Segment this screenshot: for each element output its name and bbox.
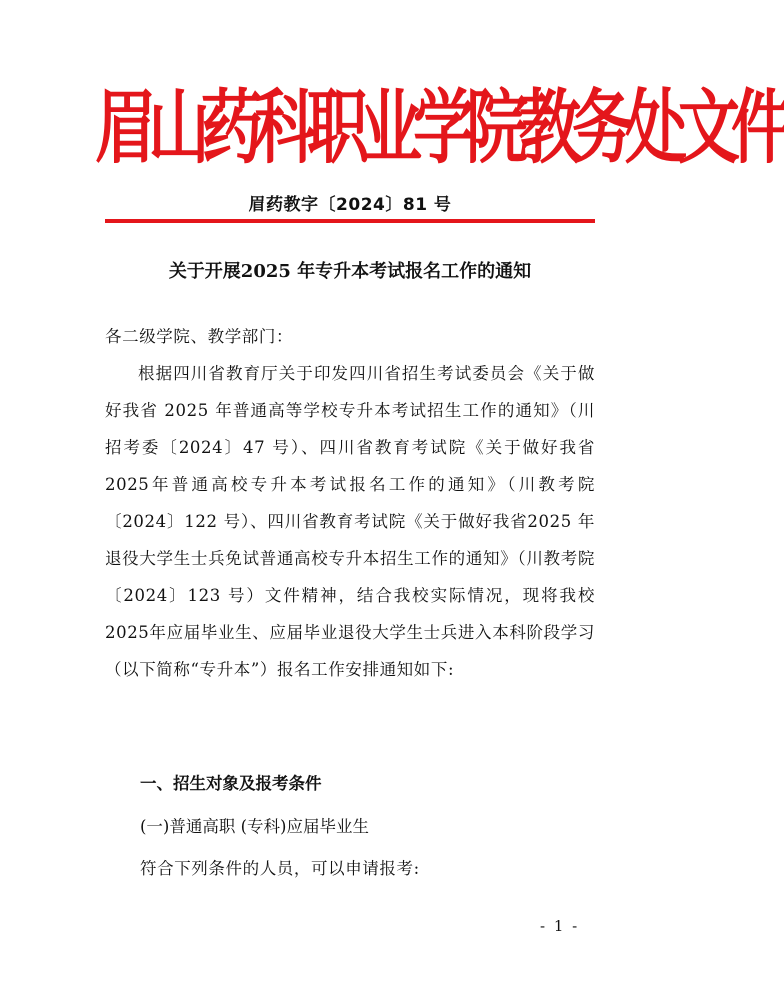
document-number: 眉药教字〔2024〕81 号 [248,195,452,215]
header-divider [105,219,595,223]
document-masthead: 眉山药科职业学院教务处文件 [95,79,784,175]
subsection-heading: (一)普通高职 (专科)应届毕业生 [140,817,369,836]
document-body [105,318,595,688]
page-number: - 1 - [540,917,580,935]
body-paragraph: 根据四川省教育厅关于印发四川省招生考试委员会《关于做好我省 2025 年普通高等学校专升本考试招生工作的通知》（川招考委〔2024〕47 号）、四川省教育考试院《关于做好我省2025年普通高校专升本考试报名工作的通知》（川教考院〔2024〕122 号）、四川省教育考试院《关于做好我省2025 年退役大学生士兵免试普通高校专升本招生工作的通知》（川教考院〔2024〕123 号）文件精神，结合我校实际情况，现将我校2025年应届毕业生、应届毕业退役大学生士兵进入本科阶段学习（以下简称“专升本”）报名工作安排通知如下: [105,364,595,679]
salutation: 各二级学院、教学部门： [105,327,294,346]
section-heading: 一、招生对象及报考条件 [140,774,322,793]
subsection-text: 符合下列条件的人员，可以申请报考: [140,859,420,878]
document-title: 关于开展2025 年专升本考试报名工作的通知 [168,261,532,282]
